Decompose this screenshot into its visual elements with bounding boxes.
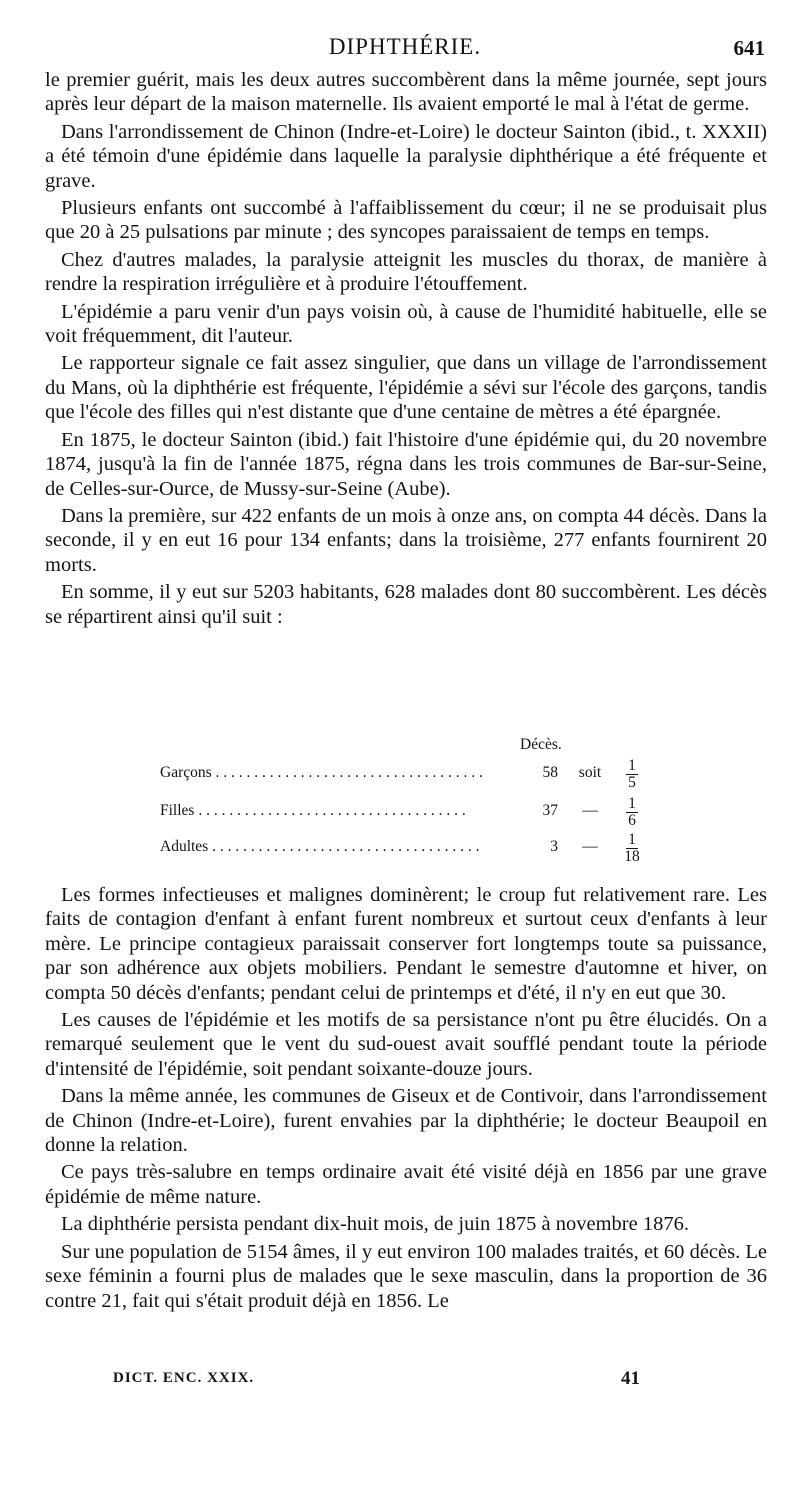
paragraph: Les formes infectieuses et malignes dominèrent; le croup fut relativement rare. Les faits de contagion d'enfant à enfant furent nombreux et surtout ceux d'enfants à leur mère. Le principe contagieux paraissait conserver fort longtemps toute sa puissance, par son adhérence aux objets mobiliers. Pendant le semestre d'automne et hiver, on compta 50 décès d'enfants; pendant celui de printemps et d'été, il n'y en eut que 30. xyxy=(45,884,767,1004)
paragraph: Dans l'arrondissement de Chinon (Indre-et-Loire) le docteur Sainton (ibid., t. XXXII) a été témoin d'une épidémie dans laquelle la paralysie diphthérique a été fréquente et grave. xyxy=(45,120,767,192)
paragraph: Chez d'autres malades, la paralysie atteignit les muscles du thorax, de manière à rendre la respiration irrégulière et à produire l'étouffement. xyxy=(45,248,767,296)
paragraph: Dans la première, sur 422 enfants de un mois à onze ans, on compta 44 décès. Dans la seconde, il y en eut 16 pour 134 enfants; dans la troisième, 277 enfants fournirent 20 morts. xyxy=(45,504,767,576)
paragraph: Plusieurs enfants ont succombé à l'affaiblissement du cœur; il ne se produisait plus que 20 à 25 pulsations par minute ; des syncopes paraissaient de temps en temps. xyxy=(45,197,767,244)
row-ratio-word: — xyxy=(582,802,598,819)
page-footer xyxy=(45,1368,767,1398)
table-row xyxy=(40,795,770,842)
signature-mark: DICT. ENC. XXIX. xyxy=(113,1370,255,1386)
paragraph: Ce pays très-salubre en temps ordinaire avait été visité déjà en 1856 par une grave épidémie de même nature. xyxy=(45,1161,767,1208)
paragraph: En somme, il y eut sur 5203 habitants, 628 malades dont 80 succombèrent. Les décès se répartirent ainsi qu'il suit : xyxy=(45,581,767,628)
paragraph: En 1875, le docteur Sainton (ibid.) fait l'histoire d'une épidémie qui, du 20 novembre 1874, jusqu'à la fin de l'année 1875, régna dans les trois communes de Bar-sur-Seine, de Celles-sur-Ource, de Mussy-sur-Seine (Aube). xyxy=(45,428,767,500)
table-row xyxy=(40,831,770,878)
row-fraction: $\frac{1}{6}$ xyxy=(628,795,636,829)
body-text xyxy=(45,68,767,632)
table-header: Décès. xyxy=(520,736,562,753)
row-value: 58 xyxy=(542,764,558,781)
row-ratio-word: — xyxy=(582,838,598,855)
row-fraction: $\frac{1}{5}$ xyxy=(628,757,636,791)
paragraph: L'épidémie a paru venir d'un pays voisin où, à cause de l'humidité habituelle, elle se voit fréquemment, dit l'auteur. xyxy=(45,300,767,348)
row-value: 37 xyxy=(542,802,558,819)
paragraph: Sur une population de 5154 âmes, il y eut environ 100 malades traités, et 60 décès. Le sexe féminin a fourni plus de malades que le sexe masculin, dans la proportion de 36 contre 21, fait qui s'était produit déjà en 1856. Le xyxy=(45,1240,767,1312)
paragraph: Les causes de l'épidémie et les motifs de sa persistance n'ont pu être élucidés. On a remarqué seulement que le vent du sud-ouest avait soufflé pendant toute la période d'intensité de l'épidémie, soit pendant soixante-douze jours. xyxy=(45,1009,767,1080)
page-header xyxy=(45,32,765,66)
row-value: 3 xyxy=(550,838,558,855)
paragraph: Dans la même année, les communes de Giseux et de Contivoir, dans l'arrondissement de Chinon (Indre-et-Loire), furent envahies par la diphthérie; le docteur Beaupoil en donne la relation. xyxy=(45,1085,767,1157)
paragraph: le premier guérit, mais les deux autres succombèrent dans la même journée, sept jours après leur départ de la maison maternelle. Ils avaient emporté le mal à l'état de germe. xyxy=(45,69,767,116)
body-text-continued xyxy=(45,883,767,1316)
paragraph: La diphthérie persista pendant dix-huit mois, de juin 1875 à novembre 1876. xyxy=(61,1213,689,1236)
row-label: Adultes . . . . . . . . . . . . . . . . . . . . . . . . . . . . . . . . . . . xyxy=(160,838,480,855)
row-label: Filles . . . . . . . . . . . . . . . . . . . . . . . . . . . . . . . . . . . xyxy=(160,802,466,819)
running-title: DIPHTHÉRIE. xyxy=(328,34,482,59)
paragraph: Le rapporteur signale ce fait assez singulier, que dans un village de l'arrondissement du Mans, où la diphthérie est fréquente, l'épidémie a sévi sur l'école des garçons, tandis que l'école des filles qui n'est distante que d'une centaine de mètres a été épargnée. xyxy=(45,352,767,424)
page-number: 641 xyxy=(733,36,765,60)
table-row xyxy=(40,757,770,804)
row-fraction: $\frac{1}{18}$ xyxy=(624,831,640,865)
row-ratio-word: soit xyxy=(578,764,602,781)
row-label: Garçons . . . . . . . . . . . . . . . . . . . . . . . . . . . . . . . . . . . xyxy=(160,764,483,781)
sheet-number: 41 xyxy=(621,1368,640,1389)
